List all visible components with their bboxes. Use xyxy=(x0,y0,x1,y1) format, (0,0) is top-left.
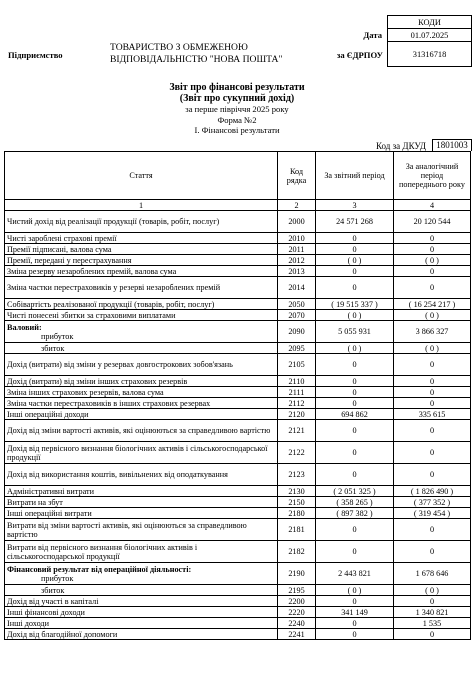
row-previous-value: ( 0 ) xyxy=(394,310,471,321)
table-row xyxy=(5,585,471,596)
row-label-text: Дохід від використання коштів, вивільнених від оподаткування xyxy=(7,470,228,479)
dkud-value: 1801003 xyxy=(432,139,472,151)
row-label-text: Чисті зароблені страхові премії xyxy=(7,233,117,243)
row-label-text: Дохід від зміни вартості активів, які оцінюються за справедливою вартістю xyxy=(7,426,271,435)
row-current-value: ( 0 ) xyxy=(316,585,394,596)
report-subtitle: (Звіт про сукупний дохід) xyxy=(179,92,295,104)
report-section: І. Фінансові результати xyxy=(194,125,280,135)
row-label xyxy=(5,277,278,299)
row-previous-value: 3 866 327 xyxy=(394,321,471,343)
row-current-value: 0 xyxy=(316,420,394,442)
row-current-value: 5 055 931 xyxy=(316,321,394,343)
table-row xyxy=(5,387,471,398)
row-code: 2110 xyxy=(278,376,316,387)
table-row xyxy=(5,343,471,354)
row-previous-value: 0 xyxy=(394,244,471,255)
row-previous-value: ( 319 454 ) xyxy=(394,508,471,519)
table-row xyxy=(5,310,471,321)
row-previous-value: 0 xyxy=(394,596,471,607)
table-row xyxy=(5,519,471,541)
row-current-value: 0 xyxy=(316,387,394,398)
row-label xyxy=(5,398,278,409)
table-row xyxy=(5,233,471,244)
row-code: 2095 xyxy=(278,343,316,354)
row-label xyxy=(5,310,278,321)
row-label xyxy=(5,233,278,244)
row-current-value: 0 xyxy=(316,596,394,607)
row-current-value: 0 xyxy=(316,376,394,387)
row-previous-value: ( 0 ) xyxy=(394,343,471,354)
row-previous-value: 1 678 646 xyxy=(394,563,471,585)
row-label-text: Дохід (витрати) від зміни інших страхових резервів xyxy=(7,376,188,386)
row-label xyxy=(5,629,278,640)
row-current-value: 341 149 xyxy=(316,607,394,618)
row-label xyxy=(5,596,278,607)
row-label-text: Адміністративні витрати xyxy=(7,486,94,496)
row-previous-value: 1 340 821 xyxy=(394,607,471,618)
report-period: за перше півріччя 2025 року xyxy=(185,104,289,114)
row-current-value: 0 xyxy=(316,266,394,277)
table-row xyxy=(5,442,471,464)
row-current-value: ( 897 382 ) xyxy=(316,508,394,519)
table-row xyxy=(5,266,471,277)
row-current-value: ( 0 ) xyxy=(316,255,394,266)
row-label-text: Зміна частки перестраховиків в інших страхових резервах xyxy=(7,398,211,408)
table-row xyxy=(5,211,471,233)
row-label-text: Чистий дохід від реалізації продукції (товарів, робіт, послуг) xyxy=(7,217,220,226)
row-label xyxy=(5,618,278,629)
col-number: 4 xyxy=(394,200,471,211)
row-code: 2011 xyxy=(278,244,316,255)
row-label xyxy=(5,607,278,618)
row-label xyxy=(5,376,278,387)
row-code: 2050 xyxy=(278,299,316,310)
table-row xyxy=(5,398,471,409)
row-current-value: 0 xyxy=(316,354,394,376)
dkud-label: Код за ДКУД xyxy=(376,141,426,151)
table-row xyxy=(5,618,471,629)
row-code: 2070 xyxy=(278,310,316,321)
row-code: 2240 xyxy=(278,618,316,629)
date-value: 01.07.2025 xyxy=(388,29,472,42)
row-label xyxy=(5,541,278,563)
row-code: 2105 xyxy=(278,354,316,376)
report-form: Форма №2 xyxy=(217,114,257,125)
row-label xyxy=(5,464,278,486)
row-previous-value: ( 377 352 ) xyxy=(394,497,471,508)
row-code: 2190 xyxy=(278,563,316,585)
row-label xyxy=(5,255,278,266)
row-label xyxy=(5,211,278,233)
row-code: 2090 xyxy=(278,321,316,343)
row-label-text: Собівартість реалізованої продукції (товарів, робіт, послуг) xyxy=(7,299,215,309)
row-label xyxy=(5,420,278,442)
row-label-text: Зміна інших страхових резервів, валова сума xyxy=(7,387,164,397)
col-number: 3 xyxy=(316,200,394,211)
codes-title: КОДИ xyxy=(388,16,472,29)
row-current-value: 2 443 821 xyxy=(316,563,394,585)
edrpou-value: 31316718 xyxy=(388,42,472,67)
row-sublabel: прибуток xyxy=(41,573,74,583)
row-code: 2181 xyxy=(278,519,316,541)
row-code: 2120 xyxy=(278,409,316,420)
row-current-value: 0 xyxy=(316,244,394,255)
row-code: 2123 xyxy=(278,464,316,486)
row-current-value: 0 xyxy=(316,519,394,541)
row-current-value: ( 358 265 ) xyxy=(316,497,394,508)
row-label xyxy=(5,409,278,420)
table-row xyxy=(5,541,471,563)
row-label xyxy=(5,486,278,497)
row-previous-value: 0 xyxy=(394,519,471,541)
row-previous-value: ( 1 826 490 ) xyxy=(394,486,471,497)
row-code: 2200 xyxy=(278,596,316,607)
row-code: 2000 xyxy=(278,211,316,233)
row-label xyxy=(5,519,278,541)
row-previous-value: 0 xyxy=(394,277,471,299)
row-current-value: 24 571 268 xyxy=(316,211,394,233)
table-row xyxy=(5,255,471,266)
enterprise-name-line2: ВІДПОВІДАЛЬНІСТЮ "НОВА ПОШТА" xyxy=(110,54,283,65)
row-previous-value: ( 0 ) xyxy=(394,585,471,596)
row-current-value: 694 862 xyxy=(316,409,394,420)
row-label-text: Інші операційні доходи xyxy=(7,409,89,419)
row-label xyxy=(5,244,278,255)
col-number: 2 xyxy=(278,200,316,211)
enterprise-name-line1: ТОВАРИСТВО З ОБМЕЖЕНОЮ xyxy=(110,42,248,53)
col-number: 1 xyxy=(5,200,278,211)
table-row xyxy=(5,629,471,640)
row-current-value: 0 xyxy=(316,464,394,486)
row-current-value: 0 xyxy=(316,277,394,299)
row-label xyxy=(5,508,278,519)
row-previous-value: 1 535 xyxy=(394,618,471,629)
row-previous-value: ( 0 ) xyxy=(394,255,471,266)
table-row xyxy=(5,420,471,442)
row-current-value: 0 xyxy=(316,629,394,640)
row-label xyxy=(5,497,278,508)
row-sublabel: збиток xyxy=(41,343,65,353)
row-previous-value: 0 xyxy=(394,420,471,442)
codes-box xyxy=(387,15,472,67)
table-row xyxy=(5,277,471,299)
row-current-value: 0 xyxy=(316,398,394,409)
row-previous-value: 0 xyxy=(394,442,471,464)
row-current-value: ( 2 051 325 ) xyxy=(316,486,394,497)
row-code: 2012 xyxy=(278,255,316,266)
row-label-text: Дохід від первісного визнання біологічних активів і сільськогосподарської продукції xyxy=(7,443,268,462)
row-label xyxy=(5,354,278,376)
col-header-article: Стаття xyxy=(5,152,278,200)
row-code: 2112 xyxy=(278,398,316,409)
date-label: Дата xyxy=(363,30,382,40)
row-label xyxy=(5,442,278,464)
row-label-text: Фінансовий результат від операційної діяльності: xyxy=(7,564,192,574)
row-previous-value: ( 16 254 217 ) xyxy=(394,299,471,310)
table-row xyxy=(5,299,471,310)
row-code: 2121 xyxy=(278,420,316,442)
row-label xyxy=(5,387,278,398)
row-previous-value: 0 xyxy=(394,464,471,486)
row-label-text: Інші фінансові доходи xyxy=(7,607,85,617)
row-label-text: Витрати від зміни вартості активів, які оцінюються за справедливою вартістю xyxy=(7,520,247,539)
table-row xyxy=(5,607,471,618)
table-row xyxy=(5,486,471,497)
table-row xyxy=(5,244,471,255)
col-header-current: За звітний період xyxy=(316,152,394,200)
row-previous-value: 20 120 544 xyxy=(394,211,471,233)
row-label-text: Зміна частки перестраховиків у резерві незароблених премій xyxy=(7,283,221,292)
row-code: 2220 xyxy=(278,607,316,618)
row-label xyxy=(5,266,278,277)
row-label xyxy=(5,299,278,310)
row-previous-value: 335 615 xyxy=(394,409,471,420)
row-previous-value: 0 xyxy=(394,541,471,563)
row-previous-value: 0 xyxy=(394,398,471,409)
row-code: 2195 xyxy=(278,585,316,596)
row-label-text: Дохід (витрати) від зміни у резервах довгострокових зобов'язань xyxy=(7,360,233,369)
row-label-text: Інші доходи xyxy=(7,618,49,628)
row-previous-value: 0 xyxy=(394,266,471,277)
table-row xyxy=(5,321,471,343)
table-row xyxy=(5,497,471,508)
row-previous-value: 0 xyxy=(394,354,471,376)
col-header-code: Код рядка xyxy=(278,152,316,200)
row-code: 2122 xyxy=(278,442,316,464)
row-current-value: ( 0 ) xyxy=(316,310,394,321)
row-current-value: 0 xyxy=(316,618,394,629)
row-label-text: Витрати на збут xyxy=(7,497,63,507)
row-previous-value: 0 xyxy=(394,629,471,640)
table-row xyxy=(5,464,471,486)
row-code: 2010 xyxy=(278,233,316,244)
col-header-previous: За аналогічний період попереднього року xyxy=(394,152,471,200)
row-current-value: ( 0 ) xyxy=(316,343,394,354)
report-heading xyxy=(0,83,474,136)
row-code: 2180 xyxy=(278,508,316,519)
row-code: 2111 xyxy=(278,387,316,398)
enterprise-name xyxy=(110,42,282,66)
row-previous-value: 0 xyxy=(394,376,471,387)
row-label xyxy=(5,343,278,354)
row-label-text: Витрати від первісного визнання біологічних активів і сільськогосподарської продукції xyxy=(7,542,198,561)
row-current-value: 0 xyxy=(316,442,394,464)
row-code: 2150 xyxy=(278,497,316,508)
row-code: 2013 xyxy=(278,266,316,277)
row-sublabel: прибуток xyxy=(41,331,74,341)
row-label xyxy=(5,563,278,585)
row-previous-value: 0 xyxy=(394,233,471,244)
row-previous-value: 0 xyxy=(394,387,471,398)
report-title: Звіт про фінансові результати xyxy=(169,82,305,93)
row-label-text: Зміна резерву незароблених премій, валова сума xyxy=(7,266,177,276)
row-label-text: Дохід від участі в капіталі xyxy=(7,596,99,606)
enterprise-label: Підприємство xyxy=(8,50,63,60)
row-label-text: Дохід від благодійної допомоги xyxy=(7,629,118,639)
row-current-value: 0 xyxy=(316,233,394,244)
row-label xyxy=(5,321,278,343)
table-row xyxy=(5,409,471,420)
row-current-value: ( 19 515 337 ) xyxy=(316,299,394,310)
row-current-value: 0 xyxy=(316,541,394,563)
table-row xyxy=(5,596,471,607)
row-label-text: Валовий: xyxy=(7,322,42,332)
row-label-text: Премії підписані, валова сума xyxy=(7,244,112,254)
row-code: 2241 xyxy=(278,629,316,640)
row-sublabel: збиток xyxy=(41,585,65,595)
edrpou-label: за ЄДРПОУ xyxy=(336,50,383,60)
row-code: 2182 xyxy=(278,541,316,563)
row-code: 2014 xyxy=(278,277,316,299)
table-row xyxy=(5,354,471,376)
row-label-text: Чисті понесені збитки за страховими виплатами xyxy=(7,310,176,320)
row-label xyxy=(5,585,278,596)
table-row xyxy=(5,508,471,519)
row-code: 2130 xyxy=(278,486,316,497)
row-label-text: Інші операційні витрати xyxy=(7,508,92,518)
table-row xyxy=(5,563,471,585)
table-row xyxy=(5,376,471,387)
row-label-text: Премії, передані у перестрахування xyxy=(7,255,132,265)
financial-results-table xyxy=(4,151,471,640)
